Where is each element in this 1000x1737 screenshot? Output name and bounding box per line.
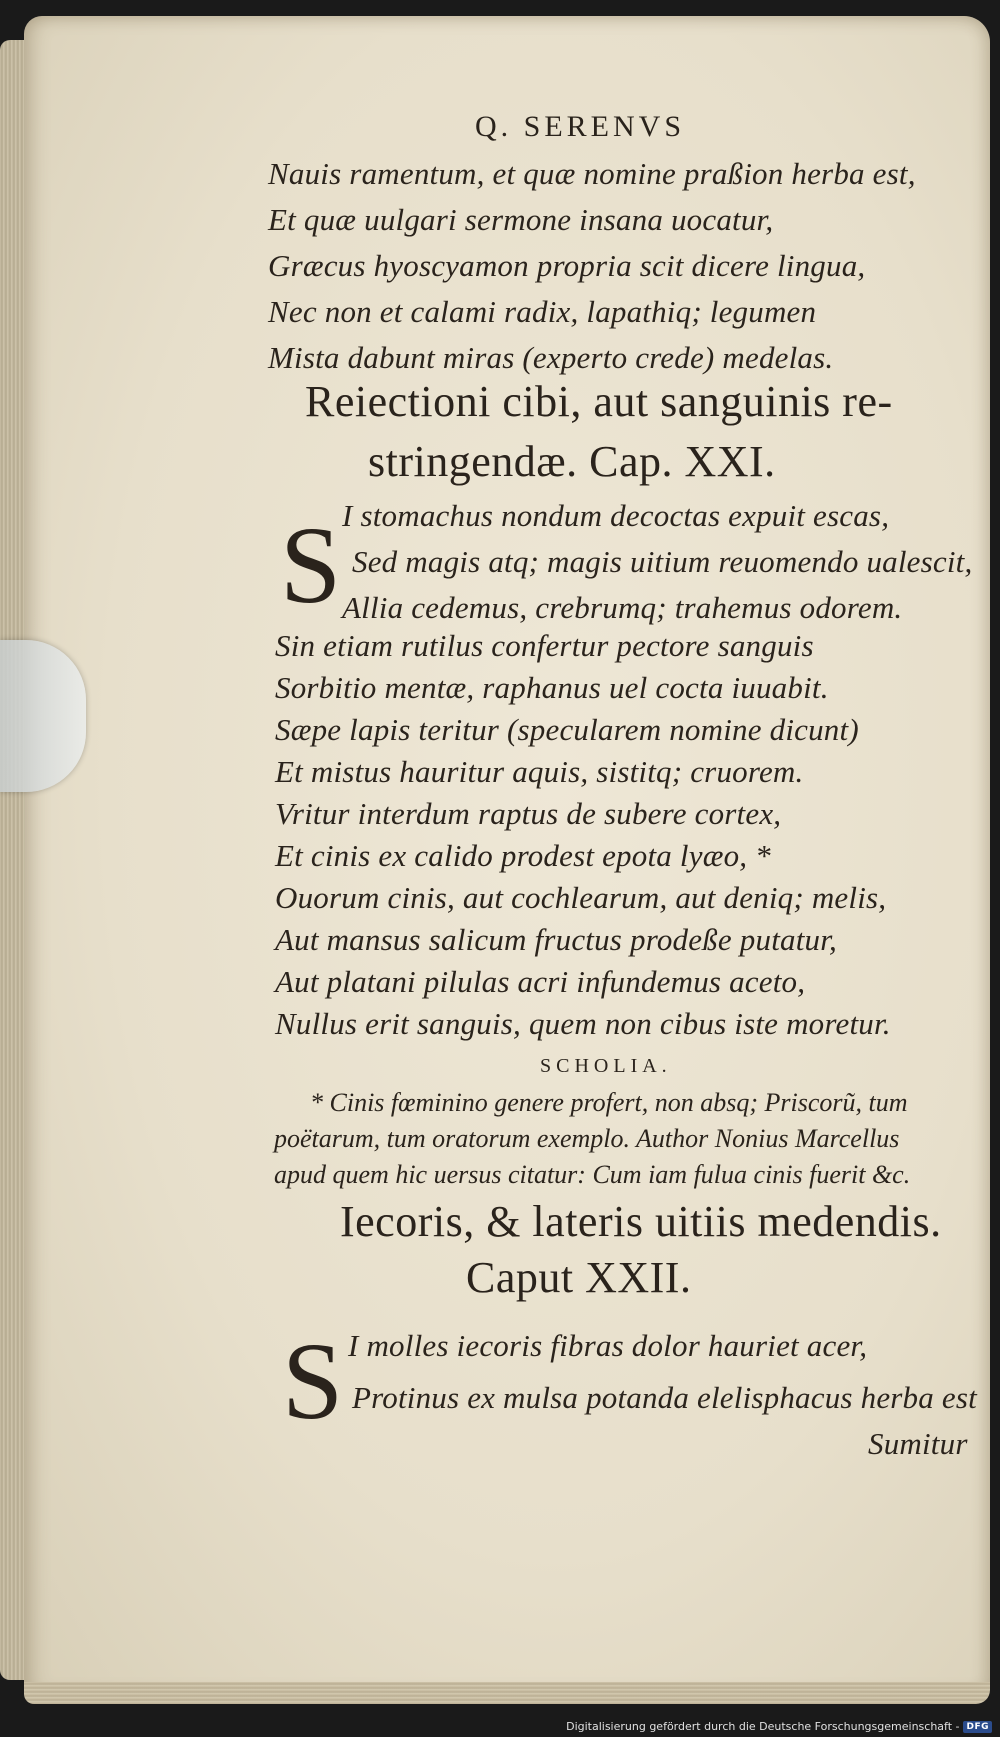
verse-line: Mista dabunt miras (experto crede) medelas. [268, 340, 834, 375]
verse-line: Et cinis ex calido prodest epota lyæo, * [275, 838, 771, 873]
verse-line: Allia cedemus, crebrumq; trahemus odorem. [342, 590, 903, 625]
chapter-title: stringendæ. Cap. XXI. [368, 437, 776, 486]
verse-line: Nauis ramentum, et quæ nomine praßion herba est, [268, 156, 916, 191]
verse-line: Nec non et calami radix, lapathiq; legumen [268, 294, 817, 329]
verse-line: Sæpe lapis teritur (specularem nomine dicunt) [275, 712, 859, 747]
drop-cap: S [282, 1320, 344, 1442]
verse-line: Aut platani pilulas acri infundemus aceto, [275, 964, 806, 999]
footer-text: Digitalisierung gefördert durch die Deutsche Forschungsgemeinschaft - [566, 1720, 960, 1733]
running-header: Q. SERENVS [475, 110, 686, 143]
catchword: Sumitur [868, 1426, 968, 1461]
drop-cap: S [280, 504, 342, 626]
scholia-line: * Cinis fœminino genere profert, non absq; Priscorũ, tum [310, 1088, 908, 1117]
chapter-title: Iecoris, & lateris uitiis medendis. [340, 1197, 942, 1246]
verse-line: Ouorum cinis, aut cochlearum, aut deniq; melis, [275, 880, 887, 915]
verse-line: I stomachus nondum decoctas expuit escas, [342, 498, 890, 533]
scholia-line: poëtarum, tum oratorum exemplo. Author Nonius Marcellus [274, 1124, 900, 1153]
verse-line: Vritur interdum raptus de subere cortex, [275, 796, 782, 831]
verse-line-last: Nullus erit sanguis, quem non cibus iste moretur. [275, 1006, 891, 1041]
verse-line: Sorbitio mentæ, raphanus uel cocta iuuabit. [275, 670, 829, 705]
verse-line: Et mistus hauritur aquis, sistitq; cruorem. [275, 754, 804, 789]
dfg-logo: DFG [963, 1721, 992, 1733]
scholia-heading: SCHOLIA. [540, 1055, 672, 1077]
verse-line: I molles iecoris fibras dolor hauriet acer, [348, 1328, 868, 1363]
digitization-footer [566, 1720, 992, 1733]
verse-line: Sin etiam rutilus confertur pectore sanguis [275, 628, 814, 663]
book-bottom-edge [24, 1682, 990, 1704]
verse-line: Protinus ex mulsa potanda elelisphacus herba est [352, 1380, 977, 1415]
verse-line: Græcus hyoscyamon propria scit dicere lingua, [268, 248, 866, 283]
verse-line: Sed magis atq; magis uitium reuomendo ualescit, [352, 544, 973, 579]
chapter-title: Caput XXII. [466, 1253, 692, 1302]
scholia-line: apud quem hic uersus citatur: Cum iam fulua cinis fuerit &c. [274, 1160, 911, 1189]
verse-line: Et quæ uulgari sermone insana uocatur, [268, 202, 774, 237]
verse-line: Aut mansus salicum fructus prodeße putatur, [275, 922, 837, 957]
chapter-title: Reiectioni cibi, aut sanguinis re- [305, 377, 893, 426]
